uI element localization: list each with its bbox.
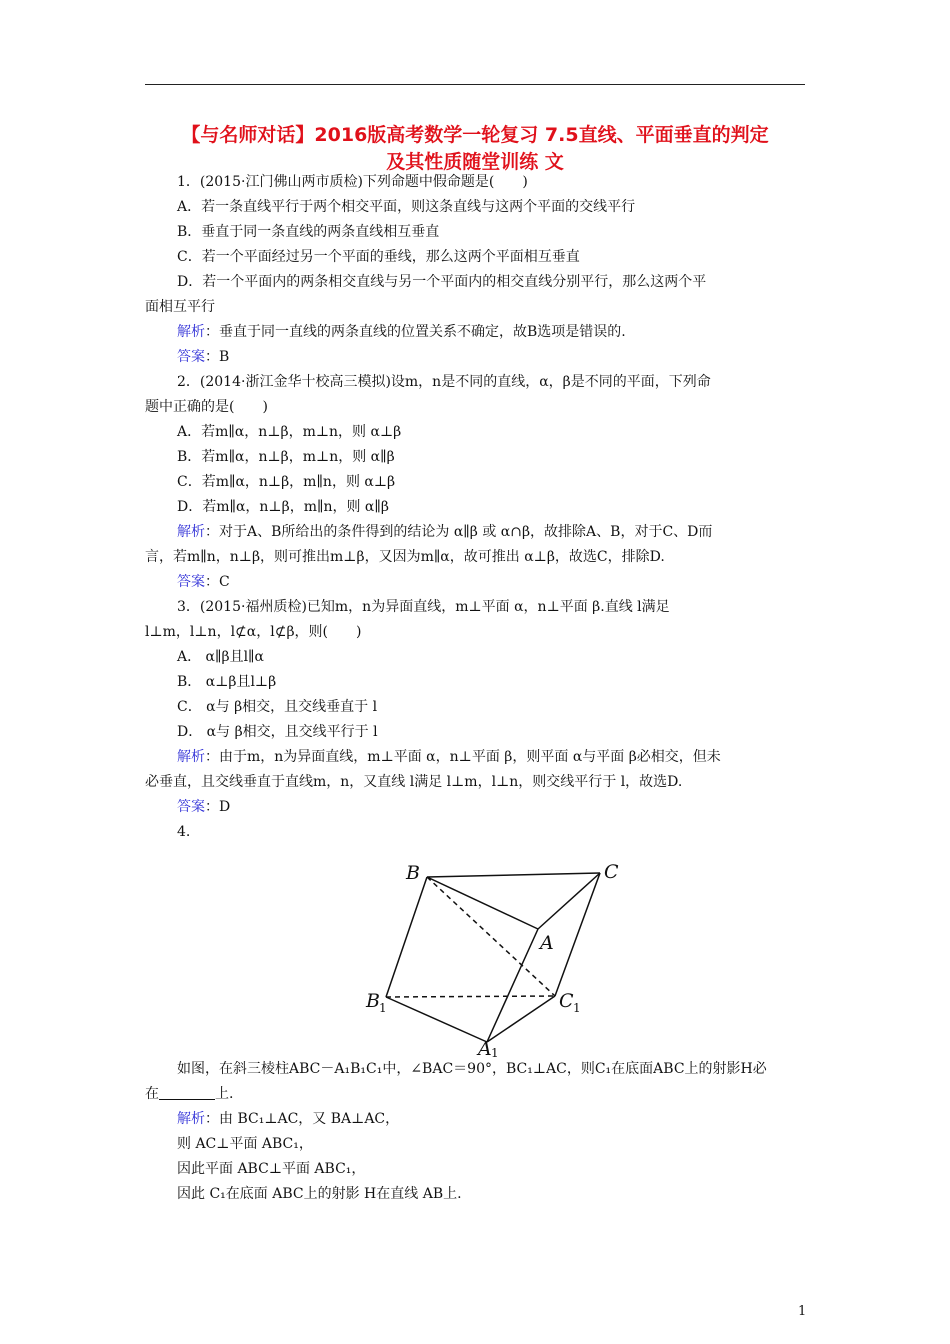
analysis-text: ：由于m，n为异面直线，m⊥平面 α，n⊥平面 β，则平面 α与平面 β必相交，但未	[205, 749, 721, 765]
q4-analysis	[145, 1107, 811, 1132]
label-c: C	[604, 861, 619, 883]
analysis-label: 解析	[177, 1111, 205, 1127]
q1-option-b: B．垂直于同一条直线的两条直线相互垂直	[177, 224, 440, 240]
answer-text: ：B	[205, 349, 230, 365]
q1-stem: 1．(2015·江门佛山两市质检)下列命题中假命题是( )	[177, 174, 528, 190]
edge-b-c	[427, 873, 600, 877]
q2-option-a: A．若m∥α，n⊥β，m⊥n，则 α⊥β	[177, 424, 402, 440]
q3-option-d: D． α与 β相交，且交线平行于 l	[177, 724, 378, 740]
q2-option-b: B．若m∥α，n⊥β，m⊥n，则 α∥β	[177, 449, 395, 465]
q4-stem-prefix: 在	[145, 1086, 159, 1102]
q3-option-c: C． α与 β相交，且交线垂直于 l	[177, 699, 378, 715]
q2-option-c: C．若m∥α，n⊥β，m∥n，则 α⊥β	[177, 474, 396, 490]
q4-step-3: 因此 C₁在底面 ABC上的射影 H在直线 AB上.	[177, 1186, 462, 1202]
analysis-label: 解析	[177, 524, 205, 540]
hidden-edge-b-c1	[427, 877, 555, 996]
prism-figure	[360, 849, 620, 1057]
q4-step-1: 则 AC⊥平面 ABC₁，	[177, 1136, 313, 1152]
q3-analysis-line1	[145, 745, 811, 770]
q2-analysis-line1	[145, 520, 811, 545]
q3-stem-line2: l⊥m，l⊥n，l⊄α，l⊄β，则( )	[145, 624, 362, 640]
analysis-text: ：由 BC₁⊥AC，又 BA⊥AC，	[205, 1111, 400, 1127]
document-body	[145, 170, 811, 1207]
q3-answer	[145, 795, 811, 820]
analysis-text: ：对于A、B所给出的条件得到的结论为 α∥β 或 α∩β，故排除A、B，对于C、D而	[205, 524, 713, 540]
q1-option-d-line2: 面相互平行	[145, 299, 215, 315]
answer-label: 答案	[177, 349, 205, 365]
label-a1: A	[478, 1038, 492, 1057]
q2-stem-line1: 2．(2014·浙江金华十校高三模拟)设m，n是不同的直线，α，β是不同的平面，下列命	[177, 374, 711, 390]
label-b: B	[406, 862, 420, 884]
label-a: A	[540, 932, 554, 954]
header-rule	[145, 84, 805, 85]
q1-option-a: A．若一条直线平行于两个相交平面，则这条直线与这两个平面的交线平行	[177, 199, 636, 215]
edge-b1-a1	[386, 997, 487, 1042]
label-b1: B	[366, 990, 380, 1012]
analysis-text: ：垂直于同一直线的两条直线的位置关系不确定，故B选项是错误的.	[205, 324, 626, 340]
answer-label: 答案	[177, 574, 205, 590]
answer-label: 答案	[177, 799, 205, 815]
page-number: 1	[798, 1304, 807, 1319]
answer-text: ：C	[205, 574, 230, 590]
q1-option-c: C．若一个平面经过另一个平面的垂线，那么这两个平面相互垂直	[177, 249, 580, 265]
q2-stem-line2: 题中正确的是( )	[145, 399, 268, 415]
title-line-2: 及其性质随堂训练 文	[386, 151, 564, 173]
q2-option-d: D．若m∥α，n⊥β，m∥n，则 α∥β	[177, 499, 389, 515]
q4-stem-line1: 如图，在斜三棱柱ABC－A₁B₁C₁中，∠BAC＝90°，BC₁⊥AC，则C₁在底面ABC上的射影H必	[177, 1061, 767, 1077]
q4-stem-line2	[145, 1082, 811, 1107]
label-c1: C	[559, 990, 574, 1012]
document-title	[140, 122, 810, 176]
q4-stem-suffix: 上.	[215, 1086, 234, 1102]
q1-option-d-line1: D．若一个平面内的两条相交直线与另一个平面内的相交直线分别平行，那么这两个平	[177, 274, 707, 290]
q1-answer	[145, 345, 811, 370]
analysis-label: 解析	[177, 324, 205, 340]
q3-option-a: A． α∥β且l∥α	[177, 649, 264, 665]
q2-answer	[145, 570, 811, 595]
edge-a-c	[538, 873, 600, 929]
q4-step-2: 因此平面 ABC⊥平面 ABC₁，	[177, 1161, 366, 1177]
q3-analysis-line2: 必垂直，且交线垂直于直线m，n，又直线 l满足 l⊥m，l⊥n，则交线平行于 l，故选D.	[145, 774, 683, 790]
q3-stem-line1: 3．(2015·福州质检)已知m，n为异面直线，m⊥平面 α，n⊥平面 β.直线 l满足	[177, 599, 670, 615]
analysis-label: 解析	[177, 749, 205, 765]
answer-text: ：D	[205, 799, 231, 815]
edge-b-a	[427, 877, 538, 929]
answer-blank	[159, 1085, 215, 1100]
q4-number: 4.	[177, 824, 191, 840]
edge-b-b1	[386, 877, 427, 997]
hidden-edge-b1-c1	[386, 996, 555, 997]
q2-analysis-line2: 言，若m∥n，n⊥β，则可推出m⊥β，又因为m∥α，故可推出 α⊥β，故选C，排除D.	[145, 549, 665, 565]
label-c1-subscript: 1	[573, 1001, 581, 1015]
q1-analysis	[145, 320, 811, 345]
title-line-1: 【与名师对话】2016版高考数学一轮复习 7.5直线、平面垂直的判定	[181, 124, 769, 146]
label-a1-subscript: 1	[491, 1046, 499, 1057]
q3-option-b: B． α⊥β且l⊥β	[177, 674, 277, 690]
edge-c-c1	[555, 873, 600, 996]
label-b1-subscript: 1	[379, 1001, 387, 1015]
